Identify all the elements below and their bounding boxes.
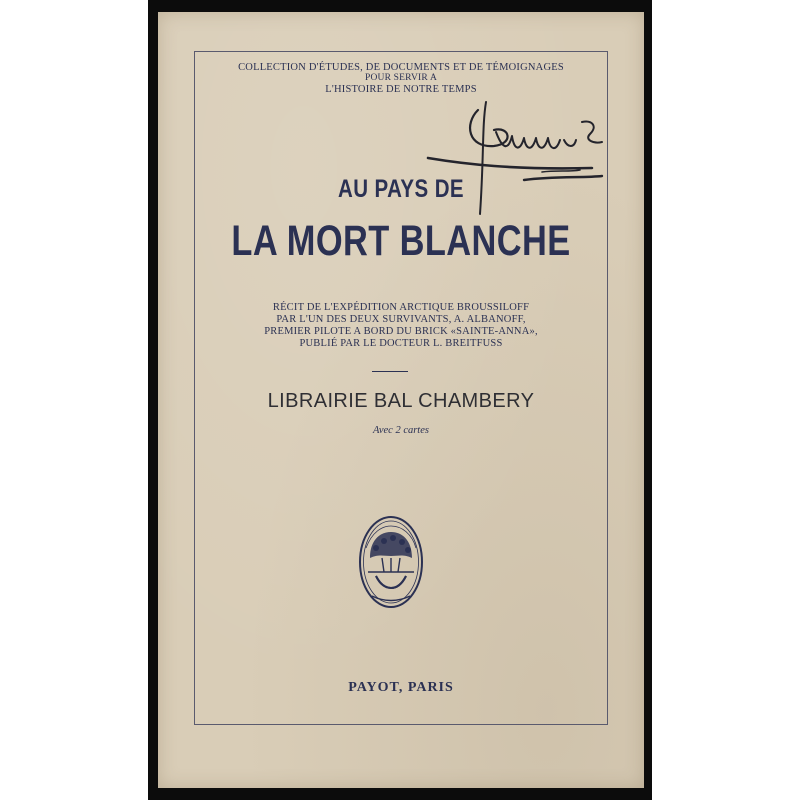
collection-heading	[158, 62, 644, 95]
subtitle-line-2: PAR L'UN DES DEUX SURVIVANTS, A. ALBANOFF,	[276, 314, 526, 325]
collection-line-3: L'HISTOIRE DE NOTRE TEMPS	[325, 84, 477, 95]
title-line-1: AU PAYS DE	[337, 175, 464, 203]
collection-line-2: POUR SERVIR A	[364, 73, 438, 83]
collection-line-1: COLLECTION D'ÉTUDES, DE DOCUMENTS ET DE TÉMOIGNAGES	[238, 62, 564, 73]
subtitle-line-3: PREMIER PILOTE A BORD DU BRICK «SAINTE-ANNA»,	[264, 326, 538, 337]
subtitle-block	[158, 302, 644, 350]
publisher-name: PAYOT, PARIS	[348, 680, 454, 695]
subtitle-line-4: PUBLIÉ PAR LE DOCTEUR L. BREITFUSS	[299, 338, 503, 349]
divider	[372, 371, 408, 372]
subtitle-line-1: RÉCIT DE L'EXPÉDITION ARCTIQUE BROUSSILOFF	[272, 302, 530, 313]
title-line-2: LA MORT BLANCHE	[231, 217, 571, 265]
maps-note: Avec 2 cartes	[373, 425, 429, 436]
bookseller-stamp: LIBRAIRIE BAL CHAMBERY	[267, 390, 535, 412]
book-cover	[158, 12, 644, 788]
publisher-emblem-icon	[358, 514, 424, 610]
